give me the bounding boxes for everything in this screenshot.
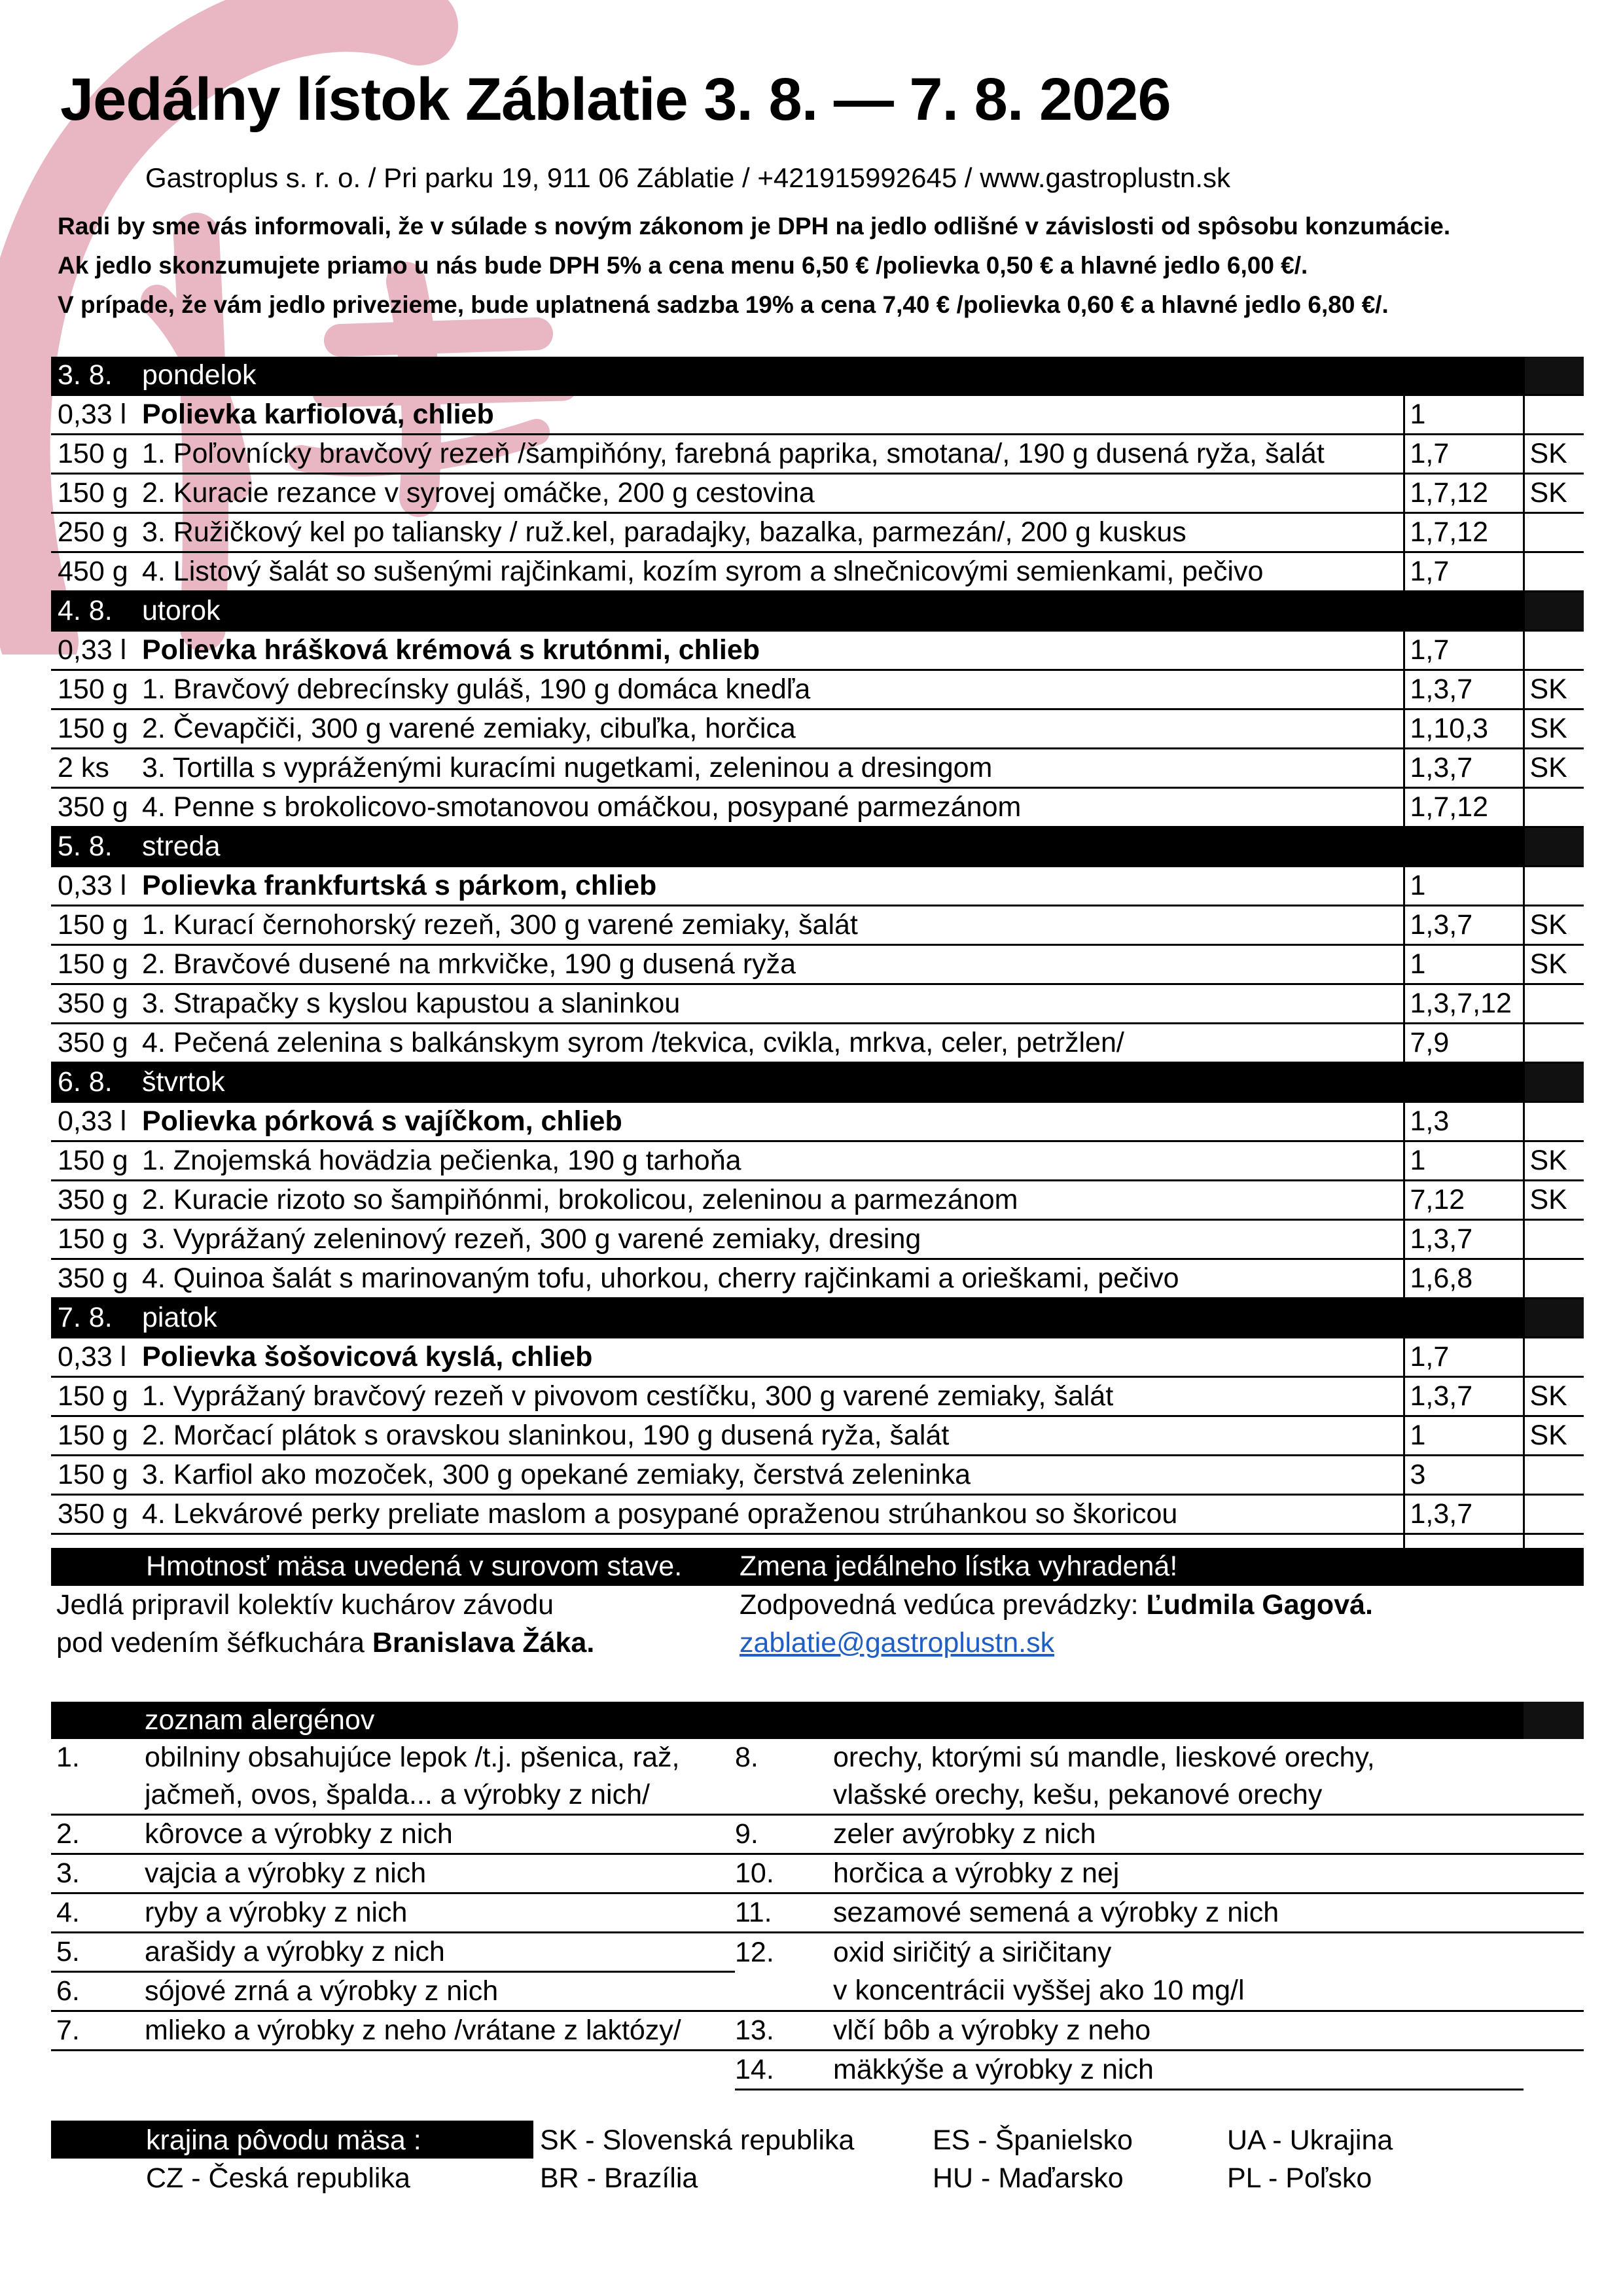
allergen-codes: 1,7 xyxy=(1404,435,1524,474)
dish-row xyxy=(51,749,1584,788)
allergen-name: zeler avýrobky z nich xyxy=(833,1815,1524,1854)
dish-name: 2. Kuracie rizoto so šampiňónmi, brokolicou, zeleninou a parmezánom xyxy=(139,1181,1404,1220)
meat-origin xyxy=(1524,1024,1584,1063)
dish-name: 2. Morčací plátok s oravskou slaninkou, 190 g dusená ryža, šalát xyxy=(139,1416,1404,1456)
soup-name: Polievka frankfurtská s párkom, chlieb xyxy=(142,870,657,901)
portion-size: 0,33 l xyxy=(51,631,139,670)
dish-row xyxy=(51,474,1584,513)
day-header-row xyxy=(51,357,1584,395)
soup-cell xyxy=(139,395,1404,435)
allergen-number: 11. xyxy=(735,1893,833,1933)
dish-name: 4. Quinoa šalát s marinovaným tofu, uhorkou, cherry rajčinkami a orieškami, pečivo xyxy=(139,1259,1404,1299)
portion-size: 350 g xyxy=(51,1259,139,1299)
meat-origin: SK xyxy=(1524,474,1584,513)
footer-line xyxy=(51,1586,1584,1624)
soup-row xyxy=(51,1338,1584,1377)
allergen-name: mäkkýše a výrobky z nich xyxy=(833,2051,1524,2090)
vat-notice-line: Ak jedlo skonzumujete priamo u nás bude DPH 5% a cena menu 6,50 € /polievka 0,50 € a hlavné jedlo 6,00 €/. xyxy=(58,252,1308,279)
allergen-name: ryby a výrobky z nich xyxy=(145,1893,735,1933)
portion-size: 150 g xyxy=(51,1141,139,1181)
meat-origin: SK xyxy=(1524,1377,1584,1416)
allergen-codes: 1 xyxy=(1404,1141,1524,1181)
dish-name: 1. Poľovnícky bravčový rezeň /šampiňóny, farebná paprika, smotana/, 190 g dusená ryža, šalát xyxy=(139,435,1404,474)
meat-origin-legend xyxy=(51,2121,1584,2197)
allergen-codes: 1,7 xyxy=(1404,1338,1524,1377)
allergen-name: mlieko a výrobky z neho /vrátane z laktózy/ xyxy=(145,2011,735,2051)
allergen-codes: 1,7 xyxy=(1404,552,1524,592)
dish-row xyxy=(51,1181,1584,1220)
allergen-codes: 1 xyxy=(1404,395,1524,435)
allergen-name: oxid siričitý a siričitany xyxy=(833,1936,1112,1968)
portion-size: 150 g xyxy=(51,1416,139,1456)
portion-size: 150 g xyxy=(51,1377,139,1416)
dish-name: 3. Tortilla s vypráženými kuracími nugetkami, zeleninou a dresingom xyxy=(139,749,1404,788)
email-link[interactable]: zablatie@gastroplustn.sk xyxy=(740,1627,1055,1659)
allergen-codes: 1,3,7 xyxy=(1404,1220,1524,1259)
dish-name: 1. Kurací černohorský rezeň, 300 g varené zemiaky, šalát xyxy=(139,906,1404,945)
allergen-number: 4. xyxy=(51,1893,145,1933)
allergen-number: 7. xyxy=(51,2011,145,2051)
menu-change-note: Zmena jedálneho lístka vyhradená! xyxy=(740,1551,1178,1582)
allergen-row xyxy=(51,1854,1584,1893)
allergen-name: sójové zrná a výrobky z nich xyxy=(145,1972,735,2011)
origin-label: krajina pôvodu mäsa : xyxy=(146,2125,421,2156)
meat-origin xyxy=(1524,984,1584,1024)
allergen-number: 12. xyxy=(735,1936,774,1968)
allergen-name: arašidy a výrobky z nich xyxy=(145,1933,735,1972)
dish-row xyxy=(51,552,1584,592)
day-header-row xyxy=(51,1063,1584,1102)
allergen-number: 8. xyxy=(735,1742,758,1773)
meat-origin: SK xyxy=(1524,435,1584,474)
day-date: 3. 8. xyxy=(51,357,139,395)
portion-size: 0,33 l xyxy=(51,1102,139,1141)
dish-name: 1. Znojemská hovädzia pečienka, 190 g tarhoňa xyxy=(139,1141,1404,1181)
vat-notice-line: Radi by sme vás informovali, že v súlade s novým zákonom je DPH na jedlo odlišné v závislosti od spôsobu konzumácie. xyxy=(58,213,1451,240)
origin-row xyxy=(51,2159,1584,2197)
soup-row xyxy=(51,867,1584,906)
day-date: 7. 8. xyxy=(51,1299,139,1338)
day-header-row xyxy=(51,827,1584,867)
allergen-codes: 1,3,7 xyxy=(1404,1377,1524,1416)
soup-row xyxy=(51,1102,1584,1141)
dish-row xyxy=(51,1259,1584,1299)
allergen-name: vlčí bôb a výrobky z neho xyxy=(833,2011,1524,2051)
meat-origin: SK xyxy=(1524,1141,1584,1181)
allergen-codes: 1,7 xyxy=(1404,631,1524,670)
soup-name: Polievka karfiolová, chlieb xyxy=(142,399,494,430)
vat-notice-line: V prípade, že vám jedlo privezieme, bude uplatnená sadzba 19% a cena 7,40 € /polievka 0,60 € a hlavné jedlo 6,80 €/. xyxy=(58,291,1389,318)
dish-row xyxy=(51,435,1584,474)
meat-origin xyxy=(1524,1220,1584,1259)
dish-row xyxy=(51,1377,1584,1416)
portion-size: 350 g xyxy=(51,788,139,827)
meat-weight-note: Hmotnosť mäsa uvedená v surovom stave. xyxy=(146,1551,683,1582)
chef-line xyxy=(56,1624,594,1662)
meat-origin: SK xyxy=(1524,906,1584,945)
allergen-codes: 1,7,12 xyxy=(1404,788,1524,827)
dish-row xyxy=(51,788,1584,827)
allergen-number xyxy=(735,1972,833,2011)
vat-notice xyxy=(58,207,1450,325)
portion-size: 350 g xyxy=(51,1495,139,1534)
allergen-list-title: zoznam alergénov xyxy=(145,1702,735,1739)
manager-label: Zodpovedná vedúca prevádzky: xyxy=(740,1589,1147,1621)
allergen-number: 6. xyxy=(51,1972,145,2011)
menu-footer xyxy=(51,1548,1584,1662)
dish-row xyxy=(51,945,1584,984)
portion-size: 0,33 l xyxy=(51,867,139,906)
origin-country: HU - Maďarsko xyxy=(933,2162,1124,2194)
allergen-name: kôrovce a výrobky z nich xyxy=(145,1815,735,1854)
meat-origin xyxy=(1524,1259,1584,1299)
portion-size: 350 g xyxy=(51,1181,139,1220)
allergen-number: 10. xyxy=(735,1854,833,1893)
allergen-row xyxy=(51,1972,1584,2011)
allergen-codes: 7,12 xyxy=(1404,1181,1524,1220)
allergen-number: 9. xyxy=(735,1815,833,1854)
dish-name: 3. Strapačky s kyslou kapustou a slaninkou xyxy=(139,984,1404,1024)
day-header-row xyxy=(51,592,1584,631)
dish-row xyxy=(51,906,1584,945)
weekly-menu-table xyxy=(51,357,1584,1572)
dish-row xyxy=(51,513,1584,552)
chef-label: pod vedením šéfkuchára xyxy=(56,1627,372,1659)
allergen-row xyxy=(51,2011,1584,2051)
meat-origin xyxy=(1524,867,1584,906)
meat-origin xyxy=(1524,1102,1584,1141)
dish-name: 4. Lekvárové perky preliate maslom a posypané opraženou strúhankou so škoricou xyxy=(139,1495,1404,1534)
dish-name: 4. Penne s brokolicovo-smotanovou omáčkou, posypané parmezánom xyxy=(139,788,1404,827)
day-name: štvrtok xyxy=(139,1063,1404,1102)
meat-origin: SK xyxy=(1524,670,1584,709)
allergen-codes: 1 xyxy=(1404,867,1524,906)
meat-origin xyxy=(1524,1338,1584,1377)
allergen-name: obilniny obsahujúce lepok /t.j. pšenica, raž, xyxy=(145,1742,680,1773)
portion-size: 150 g xyxy=(51,670,139,709)
allergen-row xyxy=(51,1933,1584,1972)
origin-country: SK - Slovenská republika xyxy=(540,2125,855,2156)
day-date: 5. 8. xyxy=(51,827,139,867)
dish-name: 1. Vyprážaný bravčový rezeň v pivovom cestíčku, 300 g varené zemiaky, šalát xyxy=(139,1377,1404,1416)
soup-row xyxy=(51,631,1584,670)
allergen-codes: 1 xyxy=(1404,1416,1524,1456)
allergen-name: orechy, ktorými sú mandle, lieskové orechy, xyxy=(833,1742,1375,1773)
soup-cell xyxy=(139,1338,1404,1377)
dish-name: 4. Listový šalát so sušenými rajčinkami, kozím syrom a slnečnicovými semienkami, pečivo xyxy=(139,552,1404,592)
dish-name: 2. Čevapčiči, 300 g varené zemiaky, cibuľka, horčica xyxy=(139,709,1404,749)
allergen-codes: 1,10,3 xyxy=(1404,709,1524,749)
dish-row xyxy=(51,709,1584,749)
dish-row xyxy=(51,1456,1584,1495)
dish-name: 2. Bravčové dusené na mrkvičke, 190 g dusená ryža xyxy=(139,945,1404,984)
dish-name: 3. Vyprážaný zeleninový rezeň, 300 g varené zemiaky, dresing xyxy=(139,1220,1404,1259)
portion-size: 0,33 l xyxy=(51,395,139,435)
allergen-number: 13. xyxy=(735,2011,833,2051)
portion-size: 2 ks xyxy=(51,749,139,788)
allergen-name: vlašské orechy, kešu, pekanové orechy xyxy=(833,1776,1524,1815)
meat-origin xyxy=(1524,513,1584,552)
meat-origin xyxy=(1524,552,1584,592)
allergen-number: 1. xyxy=(56,1742,80,1773)
allergen-number: 5. xyxy=(51,1933,145,1972)
origin-row xyxy=(51,2121,1584,2159)
allergen-codes: 1 xyxy=(1404,945,1524,984)
soup-cell xyxy=(139,631,1404,670)
dish-row xyxy=(51,984,1584,1024)
meat-origin: SK xyxy=(1524,1416,1584,1456)
soup-name: Polievka šošovicová kyslá, chlieb xyxy=(142,1341,593,1372)
allergen-header-row xyxy=(51,1702,1584,1739)
allergen-name: horčica a výrobky z nej xyxy=(833,1854,1524,1893)
dish-name: 3. Karfiol ako mozoček, 300 g opekané zemiaky, čerstvá zeleninka xyxy=(139,1456,1404,1495)
meat-origin: SK xyxy=(1524,749,1584,788)
origin-country: ES - Španielsko xyxy=(933,2125,1133,2156)
footer-line xyxy=(51,1624,1584,1662)
origin-country: CZ - Česká republika xyxy=(146,2162,410,2194)
chef-name: Branislava Žáka. xyxy=(372,1627,595,1659)
meat-origin: SK xyxy=(1524,945,1584,984)
soup-name: Polievka hrášková krémová s krutónmi, chlieb xyxy=(142,634,760,666)
meat-origin: SK xyxy=(1524,709,1584,749)
portion-size: 150 g xyxy=(51,1220,139,1259)
portion-size: 150 g xyxy=(51,709,139,749)
meat-origin xyxy=(1524,395,1584,435)
allergen-codes: 1,3,7 xyxy=(1404,749,1524,788)
day-header-row xyxy=(51,1299,1584,1338)
footer-note-bar xyxy=(51,1548,1584,1586)
soup-name: Polievka pórková s vajíčkom, chlieb xyxy=(142,1105,622,1137)
dish-row xyxy=(51,1220,1584,1259)
allergen-row xyxy=(51,1893,1584,1933)
allergen-row xyxy=(51,2051,1584,2090)
allergen-number xyxy=(51,2051,145,2090)
allergen-number xyxy=(735,1776,833,1815)
portion-size: 150 g xyxy=(51,435,139,474)
dish-name: 4. Pečená zelenina s balkánskym syrom /tekvica, cvikla, mrkva, celer, petržlen/ xyxy=(139,1024,1404,1063)
day-date: 6. 8. xyxy=(51,1063,139,1102)
allergen-codes: 7,9 xyxy=(1404,1024,1524,1063)
day-name: piatok xyxy=(139,1299,1404,1338)
portion-size: 150 g xyxy=(51,474,139,513)
portion-size: 350 g xyxy=(51,1024,139,1063)
portion-size: 250 g xyxy=(51,513,139,552)
allergen-number xyxy=(51,1776,145,1815)
allergen-codes: 1,3,7,12 xyxy=(1404,984,1524,1024)
allergen-codes: 1,3,7 xyxy=(1404,1495,1524,1534)
soup-cell xyxy=(139,867,1404,906)
day-date: 4. 8. xyxy=(51,592,139,631)
allergen-codes: 1,7,12 xyxy=(1404,513,1524,552)
allergen-number: 14. xyxy=(735,2051,833,2090)
allergen-name: v koncentrácii vyššej ako 10 mg/l xyxy=(833,1972,1524,2011)
day-name: pondelok xyxy=(139,357,1404,395)
allergen-row xyxy=(51,1815,1584,1854)
allergen-row xyxy=(51,1739,1584,1776)
manager-name: Ľudmila Gagová. xyxy=(1146,1589,1373,1621)
allergen-list-table xyxy=(51,1702,1584,2090)
allergen-name: vajcia a výrobky z nich xyxy=(145,1854,735,1893)
allergen-row xyxy=(51,1776,1584,1815)
dish-row xyxy=(51,1416,1584,1456)
dish-row xyxy=(51,1495,1584,1534)
soup-row xyxy=(51,395,1584,435)
allergen-number: 2. xyxy=(51,1815,145,1854)
portion-size: 150 g xyxy=(51,1456,139,1495)
dish-name: 3. Ružičkový kel po taliansky / ruž.kel, paradajky, bazalka, parmezán/, 200 g kuskus xyxy=(139,513,1404,552)
portion-size: 150 g xyxy=(51,945,139,984)
allergen-number: 3. xyxy=(51,1854,145,1893)
cooks-note: Jedlá pripravil kolektív kuchárov závodu xyxy=(56,1589,554,1621)
day-name: streda xyxy=(139,827,1404,867)
origin-country: PL - Poľsko xyxy=(1227,2162,1372,2194)
dish-name: 2. Kuracie rezance v syrovej omáčke, 200 g cestovina xyxy=(139,474,1404,513)
allergen-codes: 1,3 xyxy=(1404,1102,1524,1141)
allergen-codes: 1,3,7 xyxy=(1404,670,1524,709)
portion-size: 0,33 l xyxy=(51,1338,139,1377)
origin-country: UA - Ukrajina xyxy=(1227,2125,1393,2156)
manager-line xyxy=(740,1586,1373,1624)
allergen-codes: 1,3,7 xyxy=(1404,906,1524,945)
day-name: utorok xyxy=(139,592,1404,631)
dish-row xyxy=(51,670,1584,709)
dish-row xyxy=(51,1024,1584,1063)
allergen-codes: 1,7,12 xyxy=(1404,474,1524,513)
page-title: Jedálny lístok Záblatie 3. 8. — 7. 8. 2026 xyxy=(60,66,1171,133)
portion-size: 450 g xyxy=(51,552,139,592)
meat-origin xyxy=(1524,631,1584,670)
meat-origin xyxy=(1524,788,1584,827)
allergen-name: jačmeň, ovos, špalda... a výrobky z nich/ xyxy=(145,1776,735,1815)
soup-cell xyxy=(139,1102,1404,1141)
allergen-name xyxy=(145,2051,735,2090)
portion-size: 350 g xyxy=(51,984,139,1024)
origin-country: BR - Brazília xyxy=(540,2162,698,2194)
dish-name: 1. Bravčový debrecínsky guláš, 190 g domáca knedľa xyxy=(139,670,1404,709)
allergen-name: sezamové semená a výrobky z nich xyxy=(833,1893,1524,1933)
meat-origin xyxy=(1524,1495,1584,1534)
company-info: Gastroplus s. r. o. / Pri parku 19, 911 06 Záblatie / +421915992645 / www.gastroplustn.sk xyxy=(145,162,1231,193)
allergen-codes: 1,6,8 xyxy=(1404,1259,1524,1299)
portion-size: 150 g xyxy=(51,906,139,945)
meat-origin: SK xyxy=(1524,1181,1584,1220)
meat-origin xyxy=(1524,1456,1584,1495)
dish-row xyxy=(51,1141,1584,1181)
allergen-codes: 3 xyxy=(1404,1456,1524,1495)
